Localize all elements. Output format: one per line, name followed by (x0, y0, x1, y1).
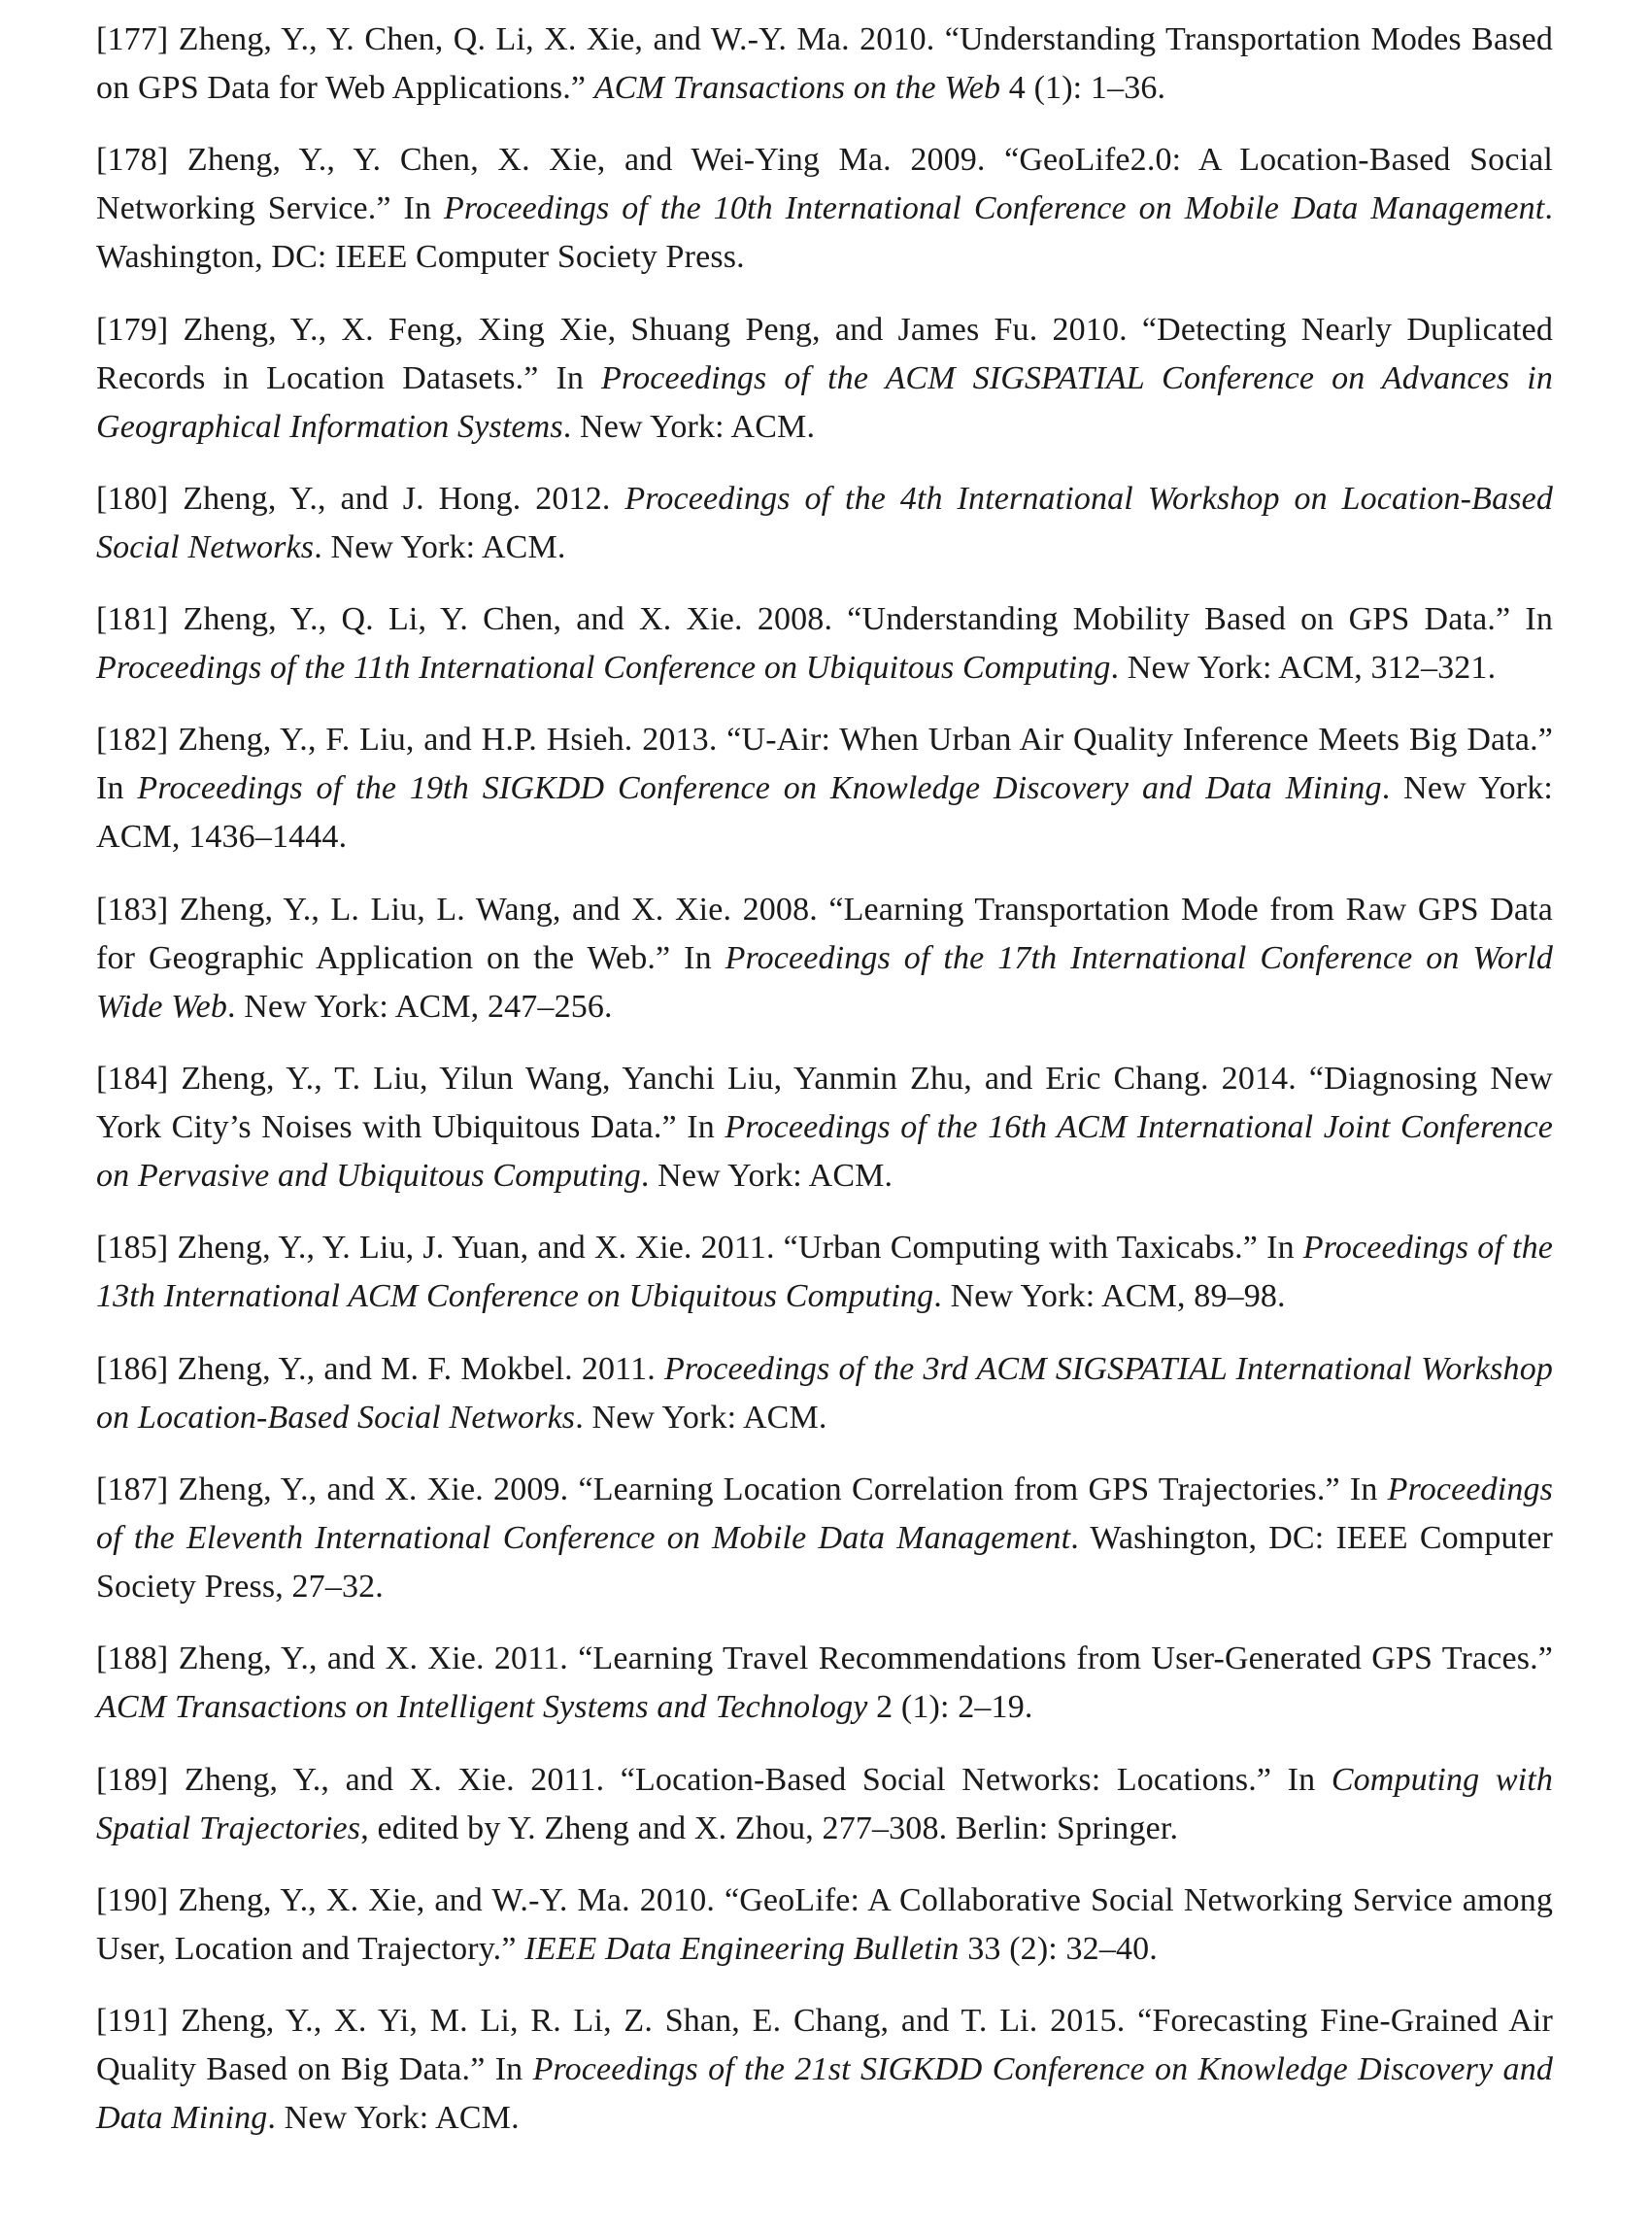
reference-text: [183] Zheng, Y., L. Liu, L. Wang, and X. Xie. 2008. “Learning Transportation Mode from Raw GPS Data for Geographic Application on the Web.” In (96, 891, 1553, 976)
reference-entry-187 (96, 1466, 1553, 1611)
reference-text: [186] Zheng, Y., and M. F. Mokbel. 2011. (96, 1350, 665, 1387)
reference-text: [182] Zheng, Y., F. Liu, and H.P. Hsieh. 2013. “U-Air: When Urban Air Quality Inference Meets Big Data.” In (96, 722, 1553, 807)
reference-text: [185] Zheng, Y., Y. Liu, J. Yuan, and X. Xie. 2011. “Urban Computing with Taxicabs.” In (96, 1230, 1303, 1267)
reference-entry-182 (96, 716, 1553, 862)
reference-source-title: Proceedings of the 4th International Workshop on Location-Based Social Networks (96, 480, 1553, 565)
reference-source-title: Proceedings of the Eleventh International Conference on Mobile Data Management (96, 1471, 1553, 1556)
reference-text: , edited by Y. Zheng and X. Zhou, 277–308. Berlin: Springer. (360, 1809, 1179, 1846)
reference-text: [191] Zheng, Y., X. Yi, M. Li, R. Li, Z. Shan, E. Chang, and T. Li. 2015. “Forecasting Fine-Grained Air Quality Based on Big Data.” In (96, 2003, 1553, 2088)
reference-entry-179 (96, 306, 1553, 452)
reference-text: . New York: ACM, 247–256. (226, 988, 613, 1025)
reference-text: . Washington, DC: IEEE Computer Society Press. (96, 190, 1553, 276)
reference-source-title: ACM Transactions on Intelligent Systems and Technology (96, 1689, 868, 1726)
reference-text: . New York: ACM. (640, 1158, 893, 1195)
reference-source-title: Proceedings of the 19th SIGKDD Conference on Knowledge Discovery and Data Mining (137, 770, 1382, 807)
reference-text: . New York: ACM, 312–321. (1110, 650, 1497, 687)
reference-text: . New York: ACM. (562, 408, 816, 445)
reference-text: . New York: ACM, 89–98. (933, 1278, 1286, 1315)
reference-source-title: ACM Transactions on the Web (593, 70, 1001, 106)
reference-source-title: Proceedings of the 16th ACM International Joint Conference on Pervasive and Ubiquitous Computing (96, 1109, 1553, 1195)
reference-source-title: Proceedings of the 3rd ACM SIGSPATIAL International Workshop on Location-Based Social Networks (96, 1350, 1553, 1436)
reference-entry-188 (96, 1635, 1553, 1732)
reference-entry-191 (96, 1997, 1553, 2143)
reference-text: 33 (2): 32–40. (959, 1930, 1158, 1967)
reference-entry-183 (96, 886, 1553, 1031)
reference-entry-186 (96, 1345, 1553, 1442)
reference-text: [184] Zheng, Y., T. Liu, Yilun Wang, Yanchi Liu, Yanmin Zhu, and Eric Chang. 2014. “Diagnosing New York City’s Noises with Ubiquitous Data.” In (96, 1061, 1553, 1146)
reference-text: [189] Zheng, Y., and X. Xie. 2011. “Location-Based Social Networks: Locations.” In (96, 1761, 1332, 1798)
reference-text: 4 (1): 1–36. (1000, 70, 1166, 106)
reference-source-title: IEEE Data Engineering Bulletin (524, 1930, 960, 1967)
reference-text: . New York: ACM. (575, 1399, 827, 1436)
reference-entry-189 (96, 1756, 1553, 1853)
reference-entry-181 (96, 595, 1553, 693)
reference-source-title: Proceedings of the ACM SIGSPATIAL Conference on Advances in Geographical Information Systems (96, 359, 1553, 445)
reference-source-title: Computing with Spatial Trajectories (96, 1761, 1553, 1846)
reference-list (96, 16, 1553, 2166)
reference-source-title: Proceedings of the 17th International Conference on World Wide Web (96, 939, 1553, 1025)
reference-source-title: Proceedings of the 21st SIGKDD Conference on Knowledge Discovery and Data Mining (96, 2051, 1553, 2137)
reference-entry-178 (96, 136, 1553, 282)
reference-text: . Washington, DC: IEEE Computer Society Press, 27–32. (96, 1519, 1553, 1605)
reference-text: . New York: ACM, 1436–1444. (96, 770, 1554, 856)
reference-text: [180] Zheng, Y., and J. Hong. 2012. (96, 480, 625, 517)
reference-entry-177 (96, 16, 1553, 113)
reference-source-title: Proceedings of the 11th International Conference on Ubiquitous Computing (96, 650, 1111, 687)
reference-text: [188] Zheng, Y., and X. Xie. 2011. “Learning Travel Recommendations from User-Generated GPS Traces.” (96, 1640, 1553, 1677)
reference-text: 2 (1): 2–19. (867, 1689, 1033, 1726)
reference-source-title: Proceedings of the 13th International ACM Conference on Ubiquitous Computing (96, 1230, 1553, 1315)
reference-text: [178] Zheng, Y., Y. Chen, X. Xie, and Wei-Ying Ma. 2009. “GeoLife2.0: A Location-Based Social Networking Service.” In (96, 142, 1553, 227)
reference-entry-190 (96, 1877, 1553, 1974)
reference-entry-185 (96, 1224, 1553, 1321)
reference-text: [179] Zheng, Y., X. Feng, Xing Xie, Shuang Peng, and James Fu. 2010. “Detecting Nearly Duplicated Records in Location Datasets.” In (96, 311, 1553, 396)
reference-text: [181] Zheng, Y., Q. Li, Y. Chen, and X. Xie. 2008. “Understanding Mobility Based on GPS Data.” In (96, 601, 1553, 638)
reference-source-title: Proceedings of the 10th International Conference on Mobile Data Management (444, 190, 1545, 227)
reference-entry-184 (96, 1055, 1553, 1201)
reference-text: . New York: ACM. (267, 2100, 520, 2137)
reference-text: [190] Zheng, Y., X. Xie, and W.-Y. Ma. 2010. “GeoLife: A Collaborative Social Networking Service among User, Location and Trajectory.” (96, 1881, 1553, 1967)
reference-text: [187] Zheng, Y., and X. Xie. 2009. “Learning Location Correlation from GPS Trajectories.” In (96, 1471, 1388, 1507)
reference-text: [177] Zheng, Y., Y. Chen, Q. Li, X. Xie, and W.-Y. Ma. 2010. “Understanding Transportation Modes Based on GPS Data for Web Applications.” (96, 21, 1553, 106)
reference-entry-180 (96, 475, 1553, 572)
reference-text: . New York: ACM. (314, 528, 566, 565)
